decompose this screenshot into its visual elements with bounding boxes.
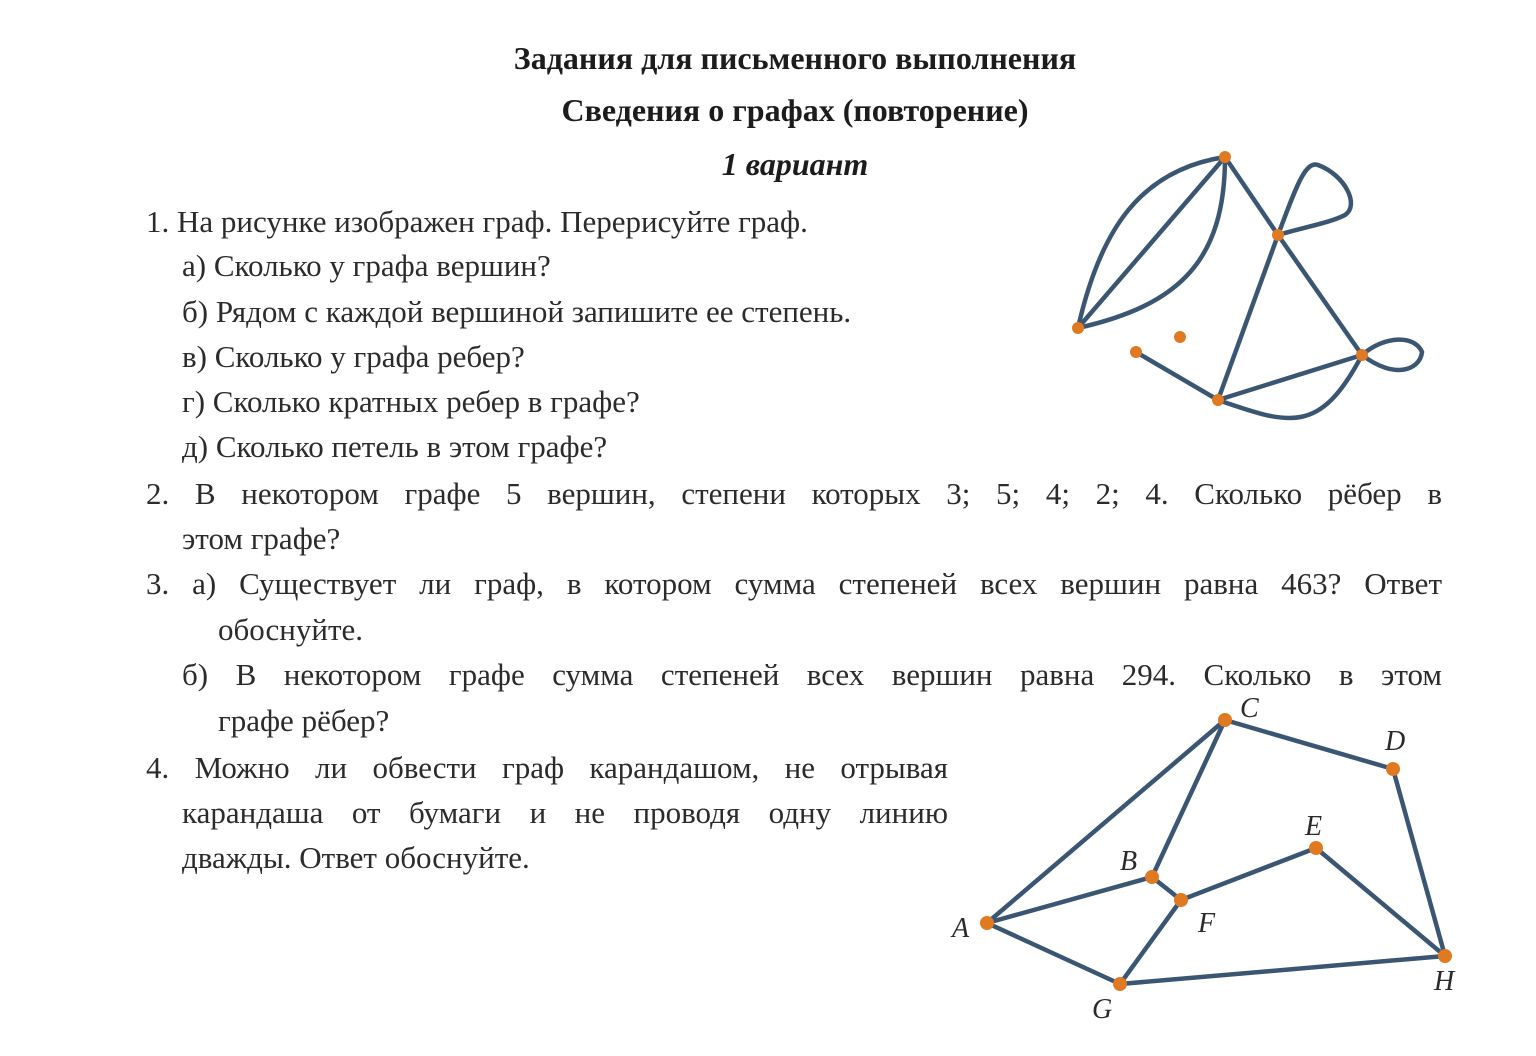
graph-1-vertex — [1174, 331, 1186, 343]
vertex-g — [1113, 977, 1127, 991]
graph-1-vertex — [1072, 322, 1084, 334]
label-h: H — [1434, 966, 1455, 997]
task-3a-line2: обоснуйте. — [218, 612, 364, 647]
vertex-c — [1218, 713, 1232, 727]
label-d: D — [1385, 726, 1406, 757]
label-c: C — [1240, 693, 1259, 724]
task-1-text: 1. На рисунке изображен граф. Перерисуйте граф. — [146, 204, 808, 239]
task-3b-line2: графе рёбер? — [218, 703, 390, 738]
task-1d: г) Сколько кратных ребер в графе? — [182, 384, 640, 419]
label-a: A — [952, 913, 970, 944]
variant-label: 1 вариант — [721, 146, 869, 182]
graph-1-vertex — [1130, 346, 1142, 358]
vertex-f — [1174, 893, 1188, 907]
label-f: F — [1198, 908, 1216, 939]
label-e: E — [1305, 811, 1323, 842]
graph-1-vertex — [1272, 229, 1284, 241]
vertex-h — [1438, 949, 1452, 963]
task-4-line3: дважды. Ответ обоснуйте. — [182, 840, 530, 875]
graph-1-vertex — [1356, 349, 1368, 361]
task-3b-line1: б) В некотором графе сумма степеней всех вершин равна 294. Сколько в этом — [182, 657, 1442, 692]
task-1c: в) Сколько у графа ребер? — [182, 339, 525, 374]
vertex-a — [980, 916, 994, 930]
task-3a-line1: 3. а) Существует ли граф, в котором сумма степеней всех вершин равна 463? Ответ — [146, 566, 1442, 601]
task-2-line1: 2. В некотором графе 5 вершин, степени которых 3; 5; 4; 2; 4. Сколько рёбер в — [146, 476, 1442, 511]
task-4-line2: карандаша от бумаги и не проводя одну линию — [182, 795, 948, 830]
vertex-b — [1145, 870, 1159, 884]
label-g: G — [1092, 994, 1113, 1025]
task-4-line1: 4. Можно ли обвести граф карандашом, не отрывая — [146, 750, 948, 785]
graph-2-figure — [950, 693, 1456, 1025]
graph-1-figure — [1072, 151, 1422, 418]
label-b: B — [1120, 846, 1138, 877]
vertex-d — [1386, 762, 1400, 776]
graph-1-vertex — [1219, 151, 1231, 163]
vertex-e — [1309, 841, 1323, 855]
graph-1-vertex — [1212, 394, 1224, 406]
task-2-line2: этом графе? — [182, 521, 341, 556]
task-1e: д) Сколько петель в этом графе? — [182, 429, 608, 464]
task-1a: а) Сколько у графа вершин? — [182, 248, 551, 283]
page-title: Задания для письменного выполнения — [513, 40, 1077, 76]
page-subtitle: Сведения о графах (повторение) — [561, 92, 1029, 128]
task-1b: б) Рядом с каждой вершиной запишите ее степень. — [182, 294, 852, 329]
